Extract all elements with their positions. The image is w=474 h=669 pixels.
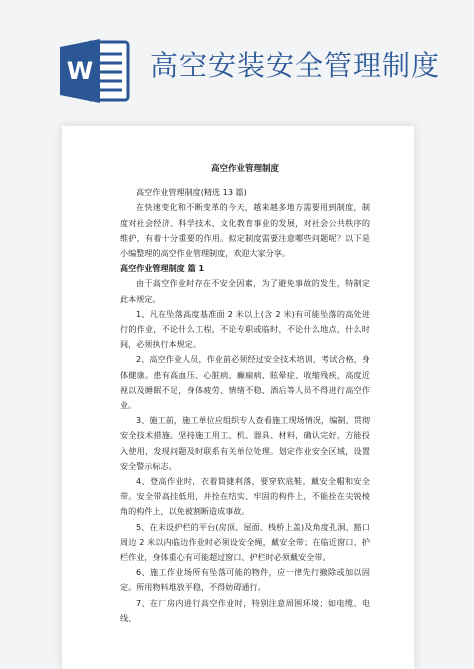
word-logo-letter: W xyxy=(66,57,94,85)
paragraph: 7、在厂房内进行高空作业时，特别注意周围环境；如电缆、电线、 xyxy=(120,597,370,623)
word-icon xyxy=(58,38,132,104)
paragraph: 1、凡在坠落高度基准面 2 米以上(含 2 米)有可能坠落的高处进行的作业，不论什么工程，不论专职或临时，不论什么地点，什么时间，必须执行本规定。 xyxy=(120,308,370,350)
document-page xyxy=(62,126,414,669)
paragraph: 6、施工作业场所有坠落可能的物件，应一律先行撤除或加以固定。所用物料堆放平稳，不得妨碍通行。 xyxy=(120,567,370,593)
header-title: 高空安装安全管理制度 xyxy=(150,49,441,82)
paragraph: 5、在未设护栏的平台(房顶、屋面、栈桥上盖)及角度孔洞、豁口周边 2 米以内临边作业时必须设安全绳，戴安全带；在临近窗口、护栏作业，身体重心有可能超过窗口、护栏时必须戴安全带。 xyxy=(120,521,370,563)
paragraph: 在快速变化和不断变革的今天，越来越多地方需要用到制度，制度对社会经济、科学技术、文化教育事业的发展，对社会公共秩序的维护，有着十分重要的作用。拟定制度需要注意哪些问题呢？以下是小编整理的高空作业管理制度，欢迎大家分享。 xyxy=(120,202,370,259)
document-body xyxy=(120,162,370,626)
paragraph: 2、高空作业人员，作业前必须经过安全技术培训，考试合格，身体健康。患有高血压、心脏病、癫痫病、眩晕症、收缩残疾，高度近视以及睡眠不足，身体疲劳、情绪不稳、酒后等人员不得进行高空作业。 xyxy=(120,354,370,411)
document-title: 高空作业管理制度 xyxy=(210,164,279,174)
paragraph: 4、登高作业时，衣着简捷利落，要穿软底鞋，戴安全帽和安全带。安全带高挂低用，并拴在结实、牢固的构件上，不能拴在尖锐棱角的构件上，以免被割断造成事故。 xyxy=(120,476,370,517)
paragraph: 3、施工前，施工单位应组织专人查看施工现场情况，编制、贯彻安全技术措施。坚持施工用工、机、器具、材料，确认完好，方能投入使用，发现问题及时联系有关单位处理。划定作业安全区域，设置安全警示标志。 xyxy=(120,415,370,471)
paragraph: 由于高空作业时存在不安全因素，为了避免事故的发生，特制定此本规定。 xyxy=(120,278,370,304)
section-heading: 高空作业管理制度 篇 1 xyxy=(120,263,205,274)
paragraph: 高空作业管理制度(精选 13 篇) xyxy=(136,187,247,198)
header xyxy=(0,0,474,120)
